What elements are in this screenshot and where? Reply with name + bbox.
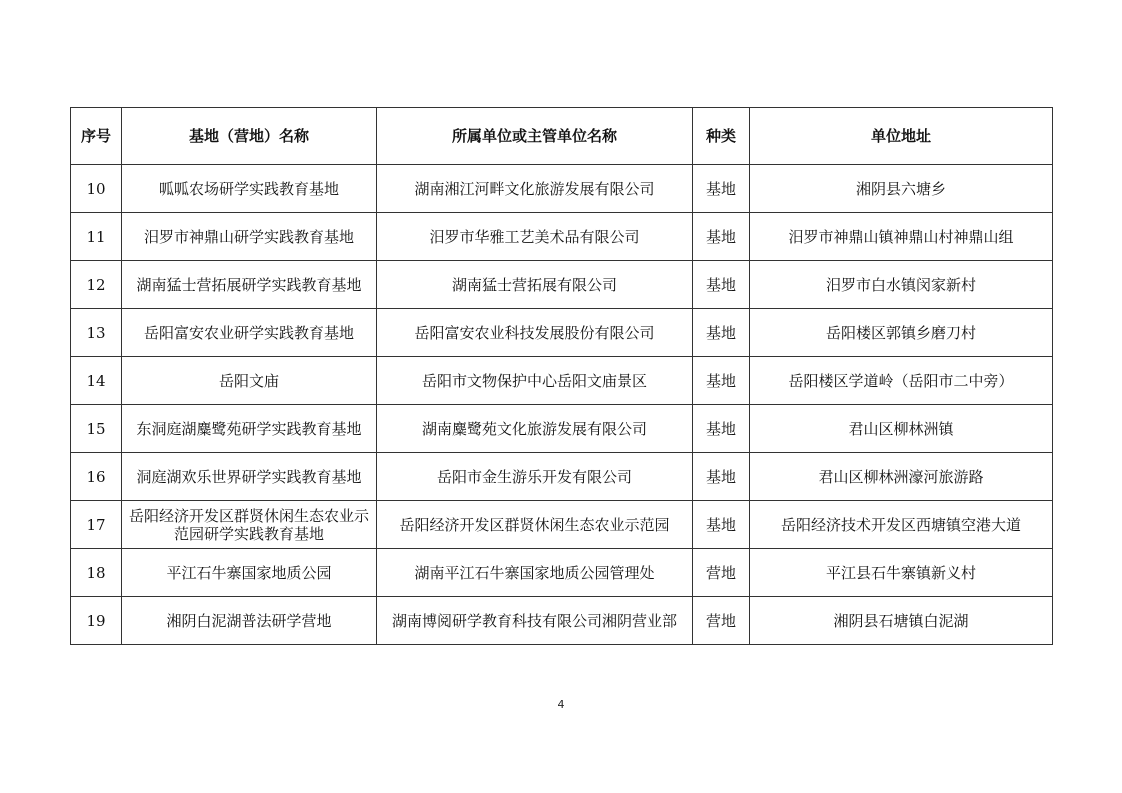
cell-affiliated-unit: 岳阳市文物保护中心岳阳文庙景区 bbox=[377, 357, 693, 405]
table-header-row bbox=[71, 108, 1053, 165]
cell-address: 汨罗市神鼎山镇神鼎山村神鼎山组 bbox=[750, 213, 1053, 261]
cell-address: 岳阳楼区郭镇乡磨刀村 bbox=[750, 309, 1053, 357]
cell-type: 营地 bbox=[693, 597, 750, 645]
cell-serial-number: 15 bbox=[71, 405, 122, 453]
cell-address: 岳阳楼区学道岭（岳阳市二中旁） bbox=[750, 357, 1053, 405]
cell-base-name: 湘阴白泥湖普法研学营地 bbox=[122, 597, 377, 645]
cell-address: 君山区柳林洲镇 bbox=[750, 405, 1053, 453]
header-address: 单位地址 bbox=[750, 108, 1053, 165]
cell-affiliated-unit: 湖南麋鹭苑文化旅游发展有限公司 bbox=[377, 405, 693, 453]
cell-affiliated-unit: 湖南博阅研学教育科技有限公司湘阴营业部 bbox=[377, 597, 693, 645]
table-row bbox=[71, 213, 1053, 261]
cell-affiliated-unit: 岳阳经济开发区群贤休闲生态农业示范园 bbox=[377, 501, 693, 549]
cell-type: 基地 bbox=[693, 501, 750, 549]
cell-base-name: 洞庭湖欢乐世界研学实践教育基地 bbox=[122, 453, 377, 501]
cell-base-name: 岳阳经济开发区群贤休闲生态农业示范园研学实践教育基地 bbox=[122, 501, 377, 549]
cell-affiliated-unit: 湖南湘江河畔文化旅游发展有限公司 bbox=[377, 165, 693, 213]
cell-serial-number: 11 bbox=[71, 213, 122, 261]
table-row bbox=[71, 549, 1053, 597]
cell-affiliated-unit: 湖南平江石牛寨国家地质公园管理处 bbox=[377, 549, 693, 597]
table-row bbox=[71, 165, 1053, 213]
table-row bbox=[71, 261, 1053, 309]
cell-base-name: 平江石牛寨国家地质公园 bbox=[122, 549, 377, 597]
cell-serial-number: 10 bbox=[71, 165, 122, 213]
cell-type: 营地 bbox=[693, 549, 750, 597]
cell-serial-number: 17 bbox=[71, 501, 122, 549]
cell-serial-number: 12 bbox=[71, 261, 122, 309]
cell-address: 岳阳经济技术开发区西塘镇空港大道 bbox=[750, 501, 1053, 549]
table-row bbox=[71, 309, 1053, 357]
cell-serial-number: 16 bbox=[71, 453, 122, 501]
cell-address: 君山区柳林洲濠河旅游路 bbox=[750, 453, 1053, 501]
cell-serial-number: 14 bbox=[71, 357, 122, 405]
header-type: 种类 bbox=[693, 108, 750, 165]
cell-type: 基地 bbox=[693, 357, 750, 405]
table-row bbox=[71, 357, 1053, 405]
table-row bbox=[71, 453, 1053, 501]
cell-affiliated-unit: 湖南猛士营拓展有限公司 bbox=[377, 261, 693, 309]
cell-affiliated-unit: 岳阳市金生游乐开发有限公司 bbox=[377, 453, 693, 501]
cell-serial-number: 18 bbox=[71, 549, 122, 597]
cell-serial-number: 19 bbox=[71, 597, 122, 645]
cell-base-name: 呱呱农场研学实践教育基地 bbox=[122, 165, 377, 213]
cell-address: 湘阴县六塘乡 bbox=[750, 165, 1053, 213]
cell-type: 基地 bbox=[693, 261, 750, 309]
cell-address: 湘阴县石塘镇白泥湖 bbox=[750, 597, 1053, 645]
table-row bbox=[71, 501, 1053, 549]
cell-base-name: 岳阳富安农业研学实践教育基地 bbox=[122, 309, 377, 357]
cell-type: 基地 bbox=[693, 405, 750, 453]
cell-address: 平江县石牛寨镇新义村 bbox=[750, 549, 1053, 597]
cell-base-name: 汨罗市神鼎山研学实践教育基地 bbox=[122, 213, 377, 261]
cell-type: 基地 bbox=[693, 453, 750, 501]
cell-base-name: 东洞庭湖麋鹭苑研学实践教育基地 bbox=[122, 405, 377, 453]
page-number: 4 bbox=[557, 698, 565, 711]
table-row bbox=[71, 405, 1053, 453]
cell-serial-number: 13 bbox=[71, 309, 122, 357]
base-list-table bbox=[70, 107, 1053, 645]
cell-address: 汨罗市白水镇闵家新村 bbox=[750, 261, 1053, 309]
cell-type: 基地 bbox=[693, 213, 750, 261]
header-base-name: 基地（营地）名称 bbox=[122, 108, 377, 165]
cell-base-name: 湖南猛士营拓展研学实践教育基地 bbox=[122, 261, 377, 309]
cell-type: 基地 bbox=[693, 165, 750, 213]
cell-type: 基地 bbox=[693, 309, 750, 357]
cell-affiliated-unit: 岳阳富安农业科技发展股份有限公司 bbox=[377, 309, 693, 357]
header-serial-number: 序号 bbox=[71, 108, 122, 165]
cell-base-name: 岳阳文庙 bbox=[122, 357, 377, 405]
header-affiliated-unit: 所属单位或主管单位名称 bbox=[377, 108, 693, 165]
table-row bbox=[71, 597, 1053, 645]
cell-affiliated-unit: 汨罗市华雅工艺美术品有限公司 bbox=[377, 213, 693, 261]
